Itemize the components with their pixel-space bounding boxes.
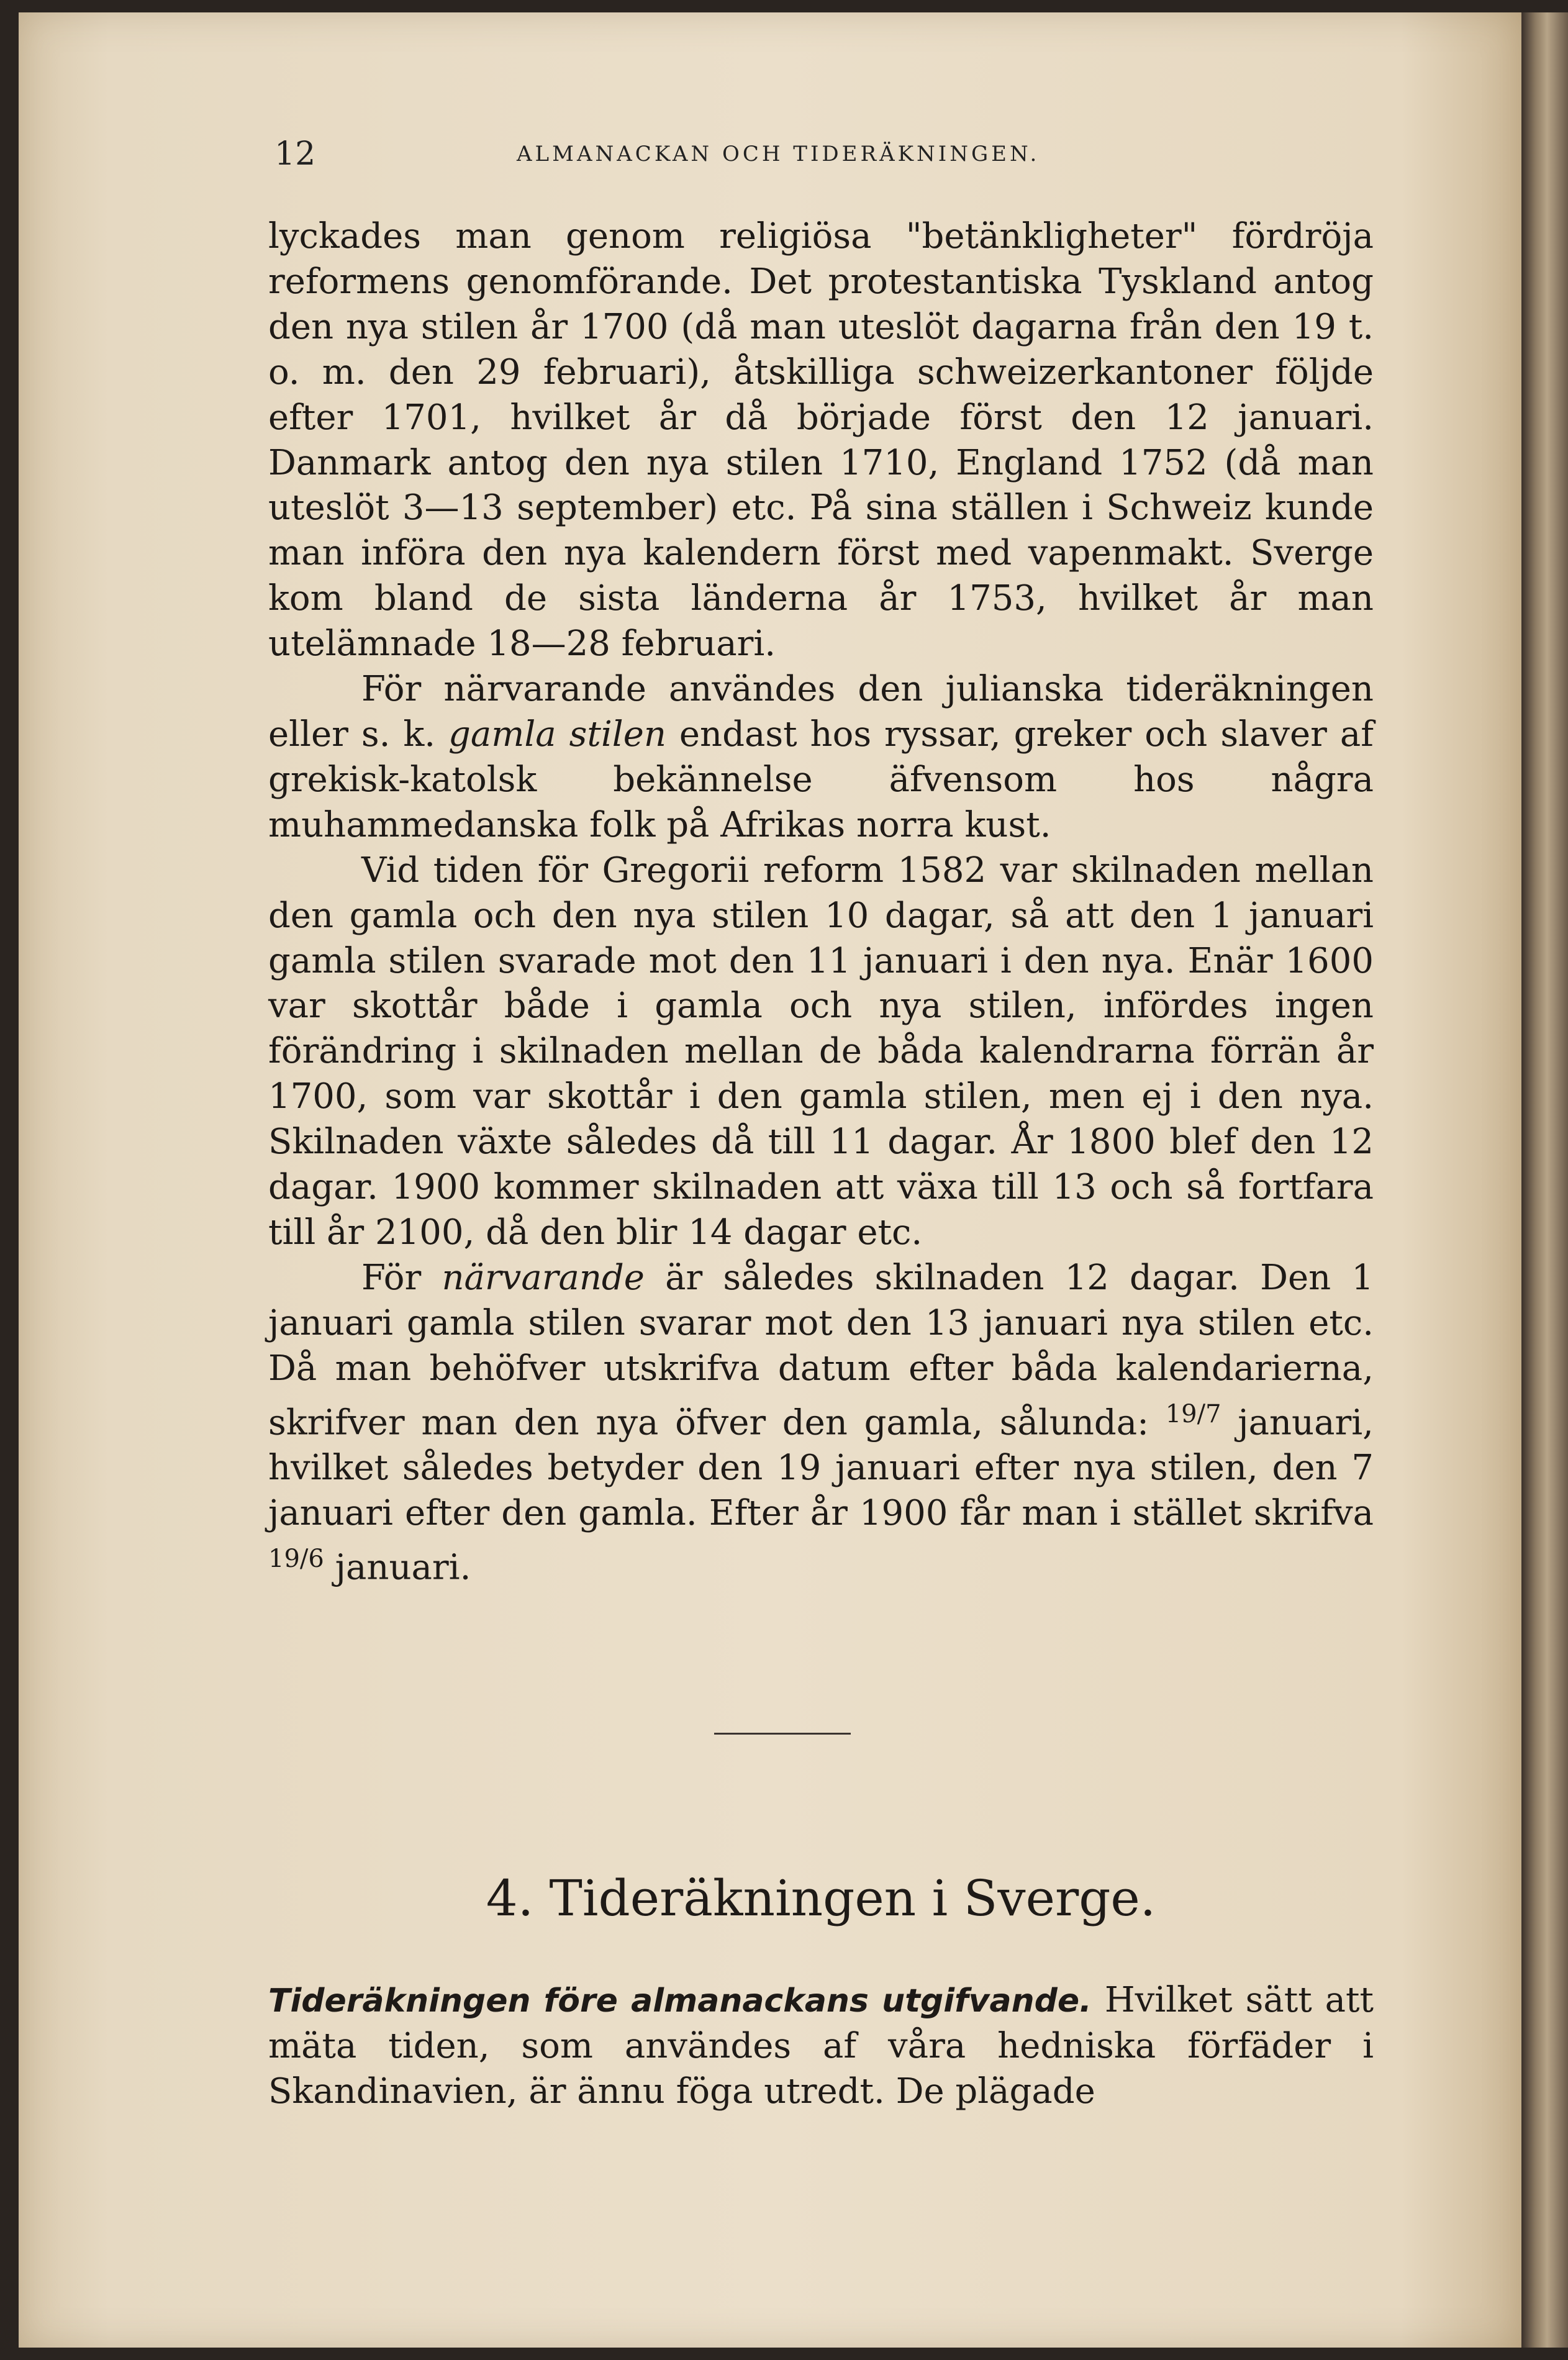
section-title: 4. Tideräkningen i Sverge.	[486, 1869, 1156, 1927]
paragraph: För närvarande användes den julianska tideräkningen eller s. k. gamla stilen endast hos ryssar, greker och slaver af grekisk-katolsk bekännelse äfvensom hos några muhammedanska folk på Afrikas norra kust.	[268, 669, 1374, 845]
paragraph: Tideräkningen före almanackans utgifvande. Hvilket sätt att mäta tiden, som användes af våra hedniska förfäder i Skandinavien, är ännu föga utredt. De plägade	[268, 1980, 1374, 2112]
page-number: 12	[274, 135, 316, 173]
section-divider	[714, 1733, 851, 1735]
italic-term: gamla stilen	[448, 714, 666, 755]
italic-term: närvarande	[442, 1257, 645, 1298]
lead-heading: Tideräkningen före almanackans utgifvande.	[268, 1982, 1092, 2020]
running-head: ALMANACKAN OCH TIDERÄKNINGEN.	[517, 142, 1040, 166]
section-body	[268, 1978, 1374, 2115]
fraction: 19/6	[268, 1544, 324, 1573]
page-edge	[1521, 12, 1568, 2348]
paragraph: För närvarande är således skilnaden 12 dagar. Den 1 januari gamla stilen svarar mot den 13 januari nya stilen etc. Då man behöfver utskrifva datum efter båda kalendarierna, skrifver man den nya öfver den gamla, sålunda: $^{19/7}$ januari, hvilket således betyder den 19 januari efter nya stilen, den 7 januari efter den gamla. Efter år 1900 får man i stället skrifva $^{19/6}$ januari.	[268, 1257, 1374, 1588]
fraction: 19/7	[1165, 1399, 1221, 1428]
paragraph: lyckades man genom religiösa "betänkligheter" fördröja reformens genomförande. Det protestantiska Tyskland antog den nya stilen år 1700 (då man uteslöt dagarna från den 19 t. o. m. den 29 februari), åtskilliga schweizerkantoner följde efter 1701, hvilket år då började först den 12 januari. Danmark antog den nya stilen 1710, England 1752 (då man uteslöt 3—13 september) etc. På sina ställen i Schweiz kunde man införa den nya kalendern först med vapenmakt. Sverge kom bland de sista länderna år 1753, hvilket år man utelämnade 18—28 februari.	[268, 216, 1374, 665]
paragraph: Vid tiden för Gregorii reform 1582 var skilnaden mellan den gamla och den nya stilen 10 dagar, så att den 1 januari gamla stilen svarade mot den 11 januari i den nya. Enär 1600 var skottår både i gamla och nya stilen, infördes ingen förändring i skilnaden mellan de båda kalendrarna förrän år 1700, som var skottår i den gamla stilen, men ej i den nya. Skilnaden växte således då till 11 dagar. År 1800 blef den 12 dagar. 1900 kommer skilnaden att växa till 13 och så fortfara till år 2100, då den blir 14 dagar etc.	[268, 850, 1374, 1253]
page-header	[268, 135, 1374, 173]
body-text	[268, 214, 1374, 1591]
